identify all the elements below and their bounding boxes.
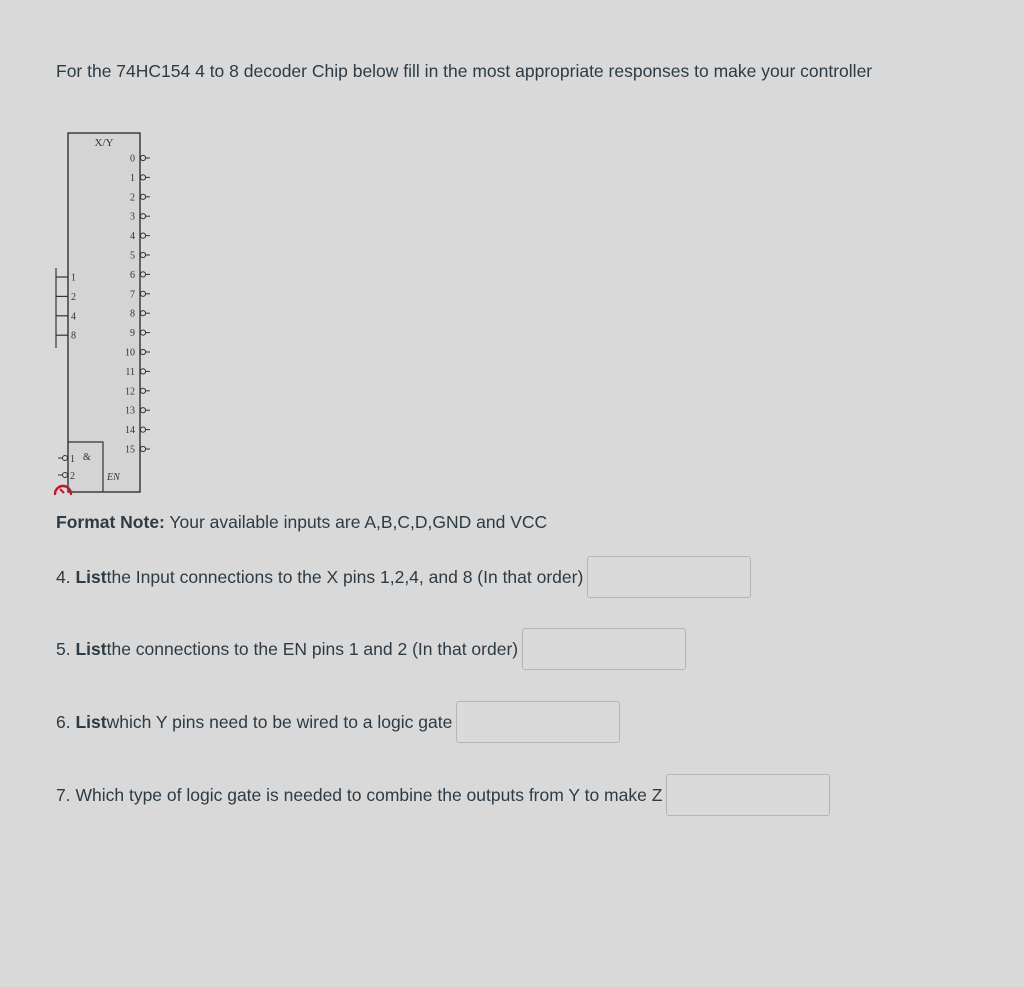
question-7-number: 7. <box>56 784 71 805</box>
output-pin-bubble-13 <box>140 408 145 413</box>
enable-pin-2-label: 2 <box>70 471 75 482</box>
question-5-keyword: List <box>75 638 107 659</box>
question-7-text: Which type of logic gate is needed to combine the outputs from Y to make Z <box>75 784 663 805</box>
output-pin-label-11: 11 <box>125 366 135 378</box>
output-pin-label-13: 13 <box>125 405 135 417</box>
format-note <box>56 512 547 533</box>
input-pin-label-4: 4 <box>71 311 76 323</box>
output-pin-bubble-3 <box>140 214 145 219</box>
question-6-text: which Y pins need to be wired to a logic gate <box>106 711 453 732</box>
question-4-answer-input[interactable] <box>587 556 751 598</box>
output-pin-label-3: 3 <box>130 211 135 223</box>
output-pin-bubble-12 <box>140 388 145 393</box>
question-4-keyword: List <box>75 566 107 587</box>
format-note-text: Your available inputs are A,B,C,D,GND and VCC <box>164 512 548 532</box>
question-5-answer-input[interactable] <box>522 628 686 670</box>
output-pin-label-15: 15 <box>125 444 135 456</box>
question-5-text: the connections to the EN pins 1 and 2 (In that order) <box>106 638 519 659</box>
output-pin-label-2: 2 <box>130 192 135 204</box>
output-pin-bubble-11 <box>140 369 145 374</box>
question-6 <box>56 701 620 743</box>
question-5-number: 5. <box>56 638 71 659</box>
question-6-answer-input[interactable] <box>456 701 620 743</box>
output-pin-label-6: 6 <box>130 269 135 281</box>
output-pin-label-8: 8 <box>130 308 135 320</box>
output-pin-label-7: 7 <box>130 289 135 301</box>
output-pin-bubble-7 <box>140 291 145 296</box>
output-pin-bubble-10 <box>140 349 145 354</box>
enable-pin-1-label: 1 <box>70 454 75 465</box>
output-pin-bubble-14 <box>140 427 145 432</box>
input-pin-label-2: 2 <box>71 291 76 303</box>
intro-text: For the 74HC154 4 to 8 decoder Chip below fill in the most appropriate responses to make your controller <box>56 61 873 81</box>
output-pin-bubble-8 <box>140 311 145 316</box>
output-pin-label-0: 0 <box>130 153 135 165</box>
input-pin-label-1: 1 <box>71 272 76 284</box>
chip-header-label: X/Y <box>94 137 114 149</box>
output-pin-label-5: 5 <box>130 250 135 262</box>
output-pin-bubble-1 <box>140 175 145 180</box>
red-spinner-icon <box>55 486 71 494</box>
output-pin-bubble-15 <box>140 446 145 451</box>
output-pin-label-14: 14 <box>125 425 135 437</box>
question-6-number: 6. <box>56 711 71 732</box>
output-pin-label-1: 1 <box>130 172 135 184</box>
format-note-label: Format Note: <box>56 512 165 532</box>
question-4 <box>56 556 751 598</box>
enable-gate-label: & <box>83 452 91 463</box>
output-pin-bubble-6 <box>140 272 145 277</box>
output-pin-bubble-0 <box>140 155 145 160</box>
output-pin-label-4: 4 <box>130 231 135 243</box>
input-pin-label-8: 8 <box>71 330 76 342</box>
decoder-chip-diagram <box>50 128 170 500</box>
output-pin-label-9: 9 <box>130 328 135 340</box>
enable-label: EN <box>107 472 120 483</box>
output-pin-bubble-2 <box>140 194 145 199</box>
question-7-answer-input[interactable] <box>666 774 830 816</box>
output-pin-bubble-5 <box>140 252 145 257</box>
output-pin-label-12: 12 <box>125 386 135 398</box>
question-5 <box>56 628 686 670</box>
question-6-keyword: List <box>75 711 107 732</box>
question-4-number: 4. <box>56 566 71 587</box>
output-pin-label-10: 10 <box>125 347 135 359</box>
output-pin-bubble-9 <box>140 330 145 335</box>
output-pin-bubble-4 <box>140 233 145 238</box>
question-4-text: the Input connections to the X pins 1,2,4, and 8 (In that order) <box>106 566 584 587</box>
question-7 <box>56 774 830 816</box>
